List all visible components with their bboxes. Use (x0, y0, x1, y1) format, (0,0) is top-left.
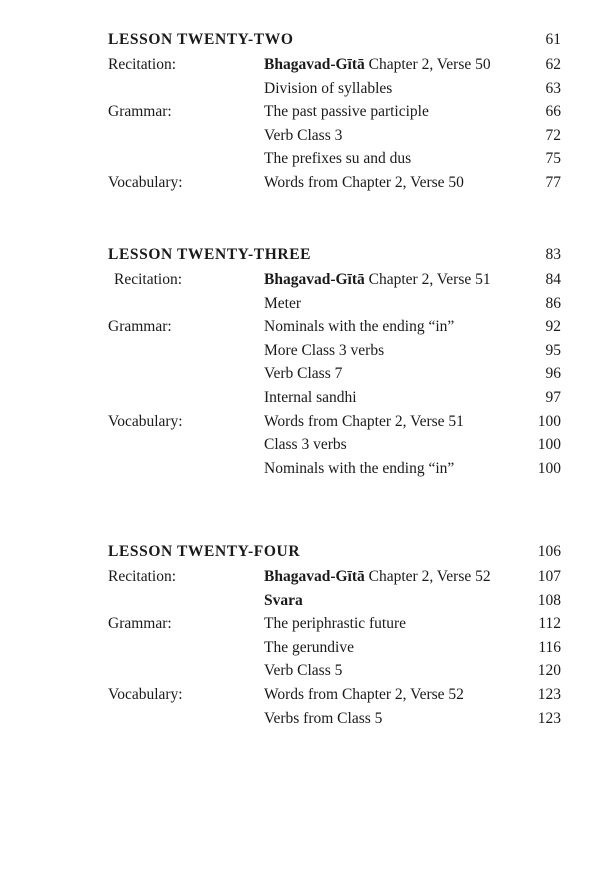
toc-entry (0, 710, 600, 734)
entry-page-number: 75 (545, 150, 561, 168)
toc-entry (0, 413, 600, 437)
entry-topic-bold: Bhagavad-Gītā (264, 271, 365, 288)
toc-entry (0, 592, 600, 616)
toc-entry (0, 686, 600, 710)
toc-entry (0, 662, 600, 686)
lesson-page-number: 83 (545, 246, 561, 263)
lesson-title: LESSON TWENTY-TWO (108, 31, 294, 48)
entry-category: Grammar: (108, 318, 172, 336)
entry-page-number: 123 (537, 709, 561, 727)
toc-entry (0, 436, 600, 460)
entry-page-number: 100 (537, 412, 561, 430)
entry-topic: Words from Chapter 2, Verse 50 (264, 173, 464, 191)
entry-topic: Division of syllables (264, 79, 393, 97)
entry-topic: Nominals with the ending “in” (264, 459, 455, 477)
entry-category: Vocabulary: (108, 685, 183, 703)
entry-topic: Verb Class 7 (264, 365, 343, 383)
entry-topic-text: Chapter 2, Verse 52 (364, 568, 491, 585)
toc-entry (0, 318, 600, 342)
lesson-header (0, 543, 600, 565)
entry-topic: The periphrastic future (264, 615, 407, 633)
lesson-page-number: 106 (537, 543, 561, 560)
entry-category: Recitation: (114, 271, 183, 288)
entry-topic (264, 56, 491, 74)
toc-entry (0, 639, 600, 663)
toc-entry (0, 80, 600, 104)
toc-entry (0, 150, 600, 174)
lesson-page-number: 61 (545, 31, 561, 48)
entry-topic: Svara (264, 591, 303, 609)
entry-page-number: 72 (545, 126, 561, 144)
lesson-header (0, 31, 600, 53)
entry-page-number: 95 (545, 341, 561, 359)
toc-entry (0, 342, 600, 366)
entry-topic (264, 271, 491, 289)
lesson-section (0, 31, 600, 198)
toc-entry (0, 460, 600, 484)
toc-entry (0, 174, 600, 198)
entry-page-number: 107 (537, 568, 561, 585)
entry-page-number: 123 (537, 685, 561, 703)
entry-topic: Verbs from Class 5 (264, 709, 383, 727)
entry-category: Recitation: (108, 568, 177, 585)
entry-category: Grammar: (108, 615, 172, 633)
entry-page-number: 86 (545, 294, 561, 312)
entry-page-number: 66 (545, 103, 561, 121)
lesson-title: LESSON TWENTY-FOUR (108, 543, 301, 560)
entry-category: Grammar: (108, 103, 172, 121)
entry-topic (264, 568, 491, 586)
entry-page-number: 62 (545, 56, 561, 73)
entry-category: Vocabulary: (108, 173, 183, 191)
toc-entry (0, 295, 600, 319)
entry-page-number: 112 (538, 615, 561, 633)
toc-entry (0, 271, 600, 295)
entry-topic: The prefixes su and dus (264, 150, 412, 168)
entry-page-number: 97 (545, 388, 561, 406)
entry-page-number: 100 (537, 436, 561, 454)
lesson-entries (0, 568, 600, 733)
entry-topic: More Class 3 verbs (264, 341, 385, 359)
entry-topic-text: Chapter 2, Verse 50 (364, 56, 491, 73)
lesson-entries (0, 56, 600, 198)
lesson-section (0, 543, 600, 733)
entry-topic: The gerundive (264, 638, 354, 656)
entry-page-number: 77 (545, 173, 561, 191)
toc-entry (0, 615, 600, 639)
entry-category: Vocabulary: (108, 412, 183, 430)
toc-entry (0, 127, 600, 151)
entry-topic: Nominals with the ending “in” (264, 318, 455, 336)
entry-page-number: 63 (545, 79, 561, 97)
entry-topic-bold: Bhagavad-Gītā (264, 56, 365, 73)
entry-topic: Verb Class 3 (264, 126, 343, 144)
lesson-section (0, 246, 600, 483)
entry-topic-text: Chapter 2, Verse 51 (364, 271, 491, 288)
entry-topic: Words from Chapter 2, Verse 51 (264, 412, 464, 430)
entry-topic-bold: Bhagavad-Gītā (264, 568, 365, 585)
entry-page-number: 108 (537, 591, 561, 609)
toc-entry (0, 56, 600, 80)
entry-topic: The past passive participle (264, 103, 429, 121)
entry-page-number: 116 (538, 638, 561, 656)
entry-category: Recitation: (108, 56, 177, 73)
entry-page-number: 120 (537, 662, 561, 680)
entry-topic: Internal sandhi (264, 388, 357, 406)
entry-page-number: 84 (545, 271, 561, 288)
toc-entry (0, 103, 600, 127)
toc-entry (0, 568, 600, 592)
entry-page-number: 96 (545, 365, 561, 383)
toc-entry (0, 365, 600, 389)
entry-topic: Meter (264, 294, 302, 312)
entry-page-number: 100 (537, 459, 561, 477)
entry-page-number: 92 (545, 318, 561, 336)
entry-topic: Class 3 verbs (264, 436, 347, 454)
entry-topic: Verb Class 5 (264, 662, 343, 680)
entry-topic: Words from Chapter 2, Verse 52 (264, 685, 464, 703)
toc-entry (0, 389, 600, 413)
lesson-title: LESSON TWENTY-THREE (108, 246, 312, 263)
lesson-header (0, 246, 600, 268)
lesson-entries (0, 271, 600, 483)
